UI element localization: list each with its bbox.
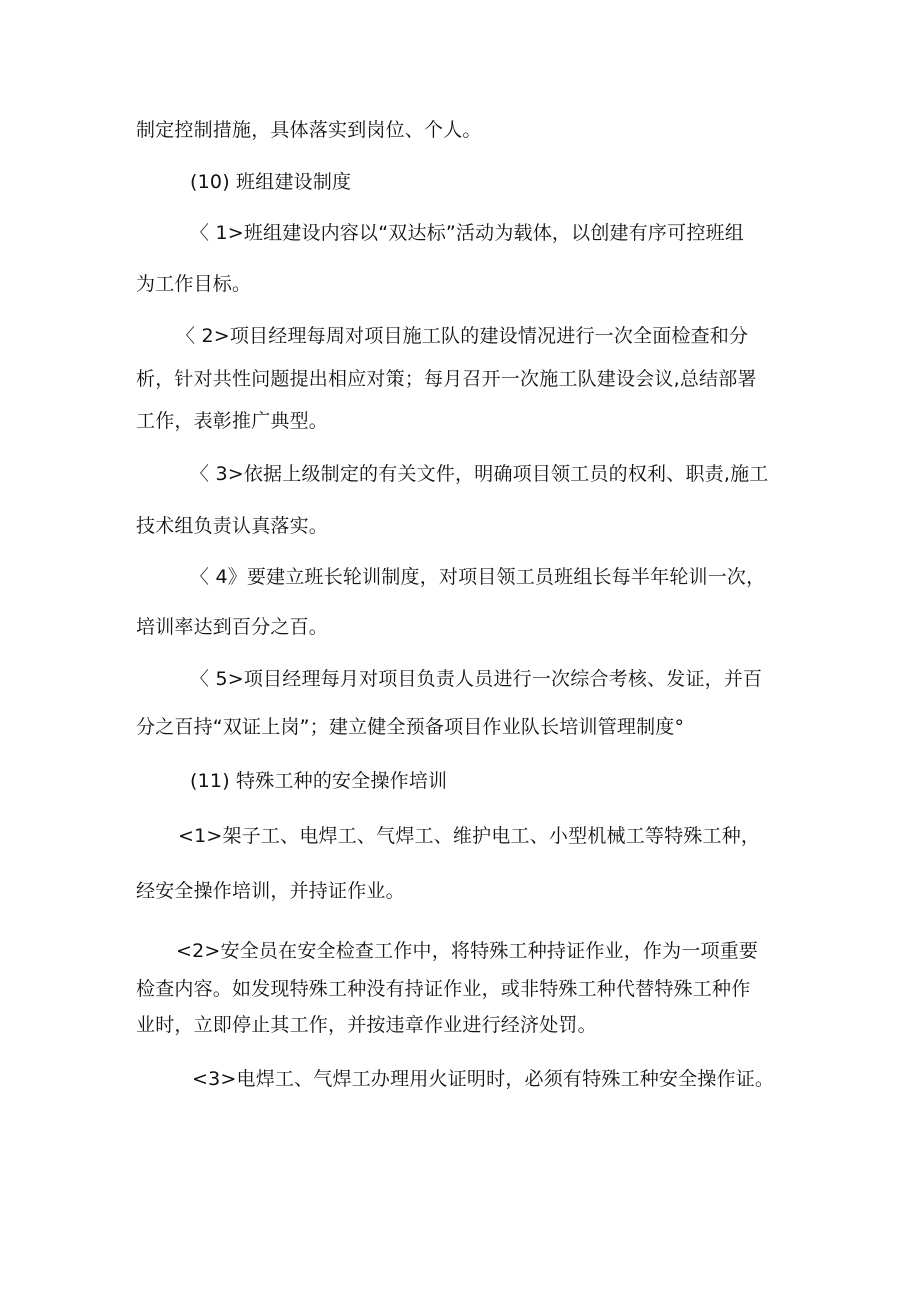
text-line: 培训率达到百分之百。 (136, 616, 329, 638)
text-line: <2>安全员在安全检查工作中，将特殊工种持证作业，作为一项重要 (176, 940, 759, 962)
section-heading-11: (11) 特殊工种的安全操作培训 (190, 770, 448, 792)
text-line: 业时，立即停止其工作，并按违章作业进行经济处罚。 (136, 1014, 597, 1036)
text-line: 〈 2>项目经理每周对项目施工队的建设情况进行一次全面检查和分 (176, 325, 749, 347)
text-line: 技术组负责认真落实。 (136, 515, 329, 537)
text-line: 检查内容。如发现特殊工种没有持证作业，或非特殊工种代替特殊工种作 (136, 978, 751, 1000)
section-heading-10: (10) 班组建设制度 (190, 171, 352, 193)
text-line: 经安全操作培训，并持证作业。 (136, 880, 405, 902)
text-line: 〈 4》要建立班长轮训制度，对项目领工员班组长每半年轮训一次， (190, 566, 766, 588)
text-line: 〈 5>项目经理每月对项目负责人员进行一次综合考核、发证，并百 (190, 668, 763, 690)
text-line: <1>架子工、电焊工、气焊工、维护电工、小型机械工等特殊工种， (178, 825, 761, 847)
text-line: <3>电焊工、气焊工办理用火证明时，必须有特殊工种安全操作证。 (192, 1068, 775, 1090)
text-line: 〈 3>依据上级制定的有关文件，明确项目领工员的权利、职责,施工 (190, 463, 769, 485)
text-line: 工作，表彰推广典型。 (136, 410, 329, 432)
text-line: 〈 1>班组建设内容以“双达标”活动为载体，以创建有序可控班组 (190, 222, 744, 244)
text-line: 析，针对共性问题提出相应对策；每月召开一次施工队建设会议,总结部署 (136, 368, 757, 390)
text-line: 制定控制措施，具体落实到岗位、个人。 (136, 119, 482, 141)
text-line: 分之百持“双证上岗”；建立健全预备项目作业队长培训管理制度° (136, 716, 685, 738)
text-line: 为工作目标。 (136, 273, 252, 295)
